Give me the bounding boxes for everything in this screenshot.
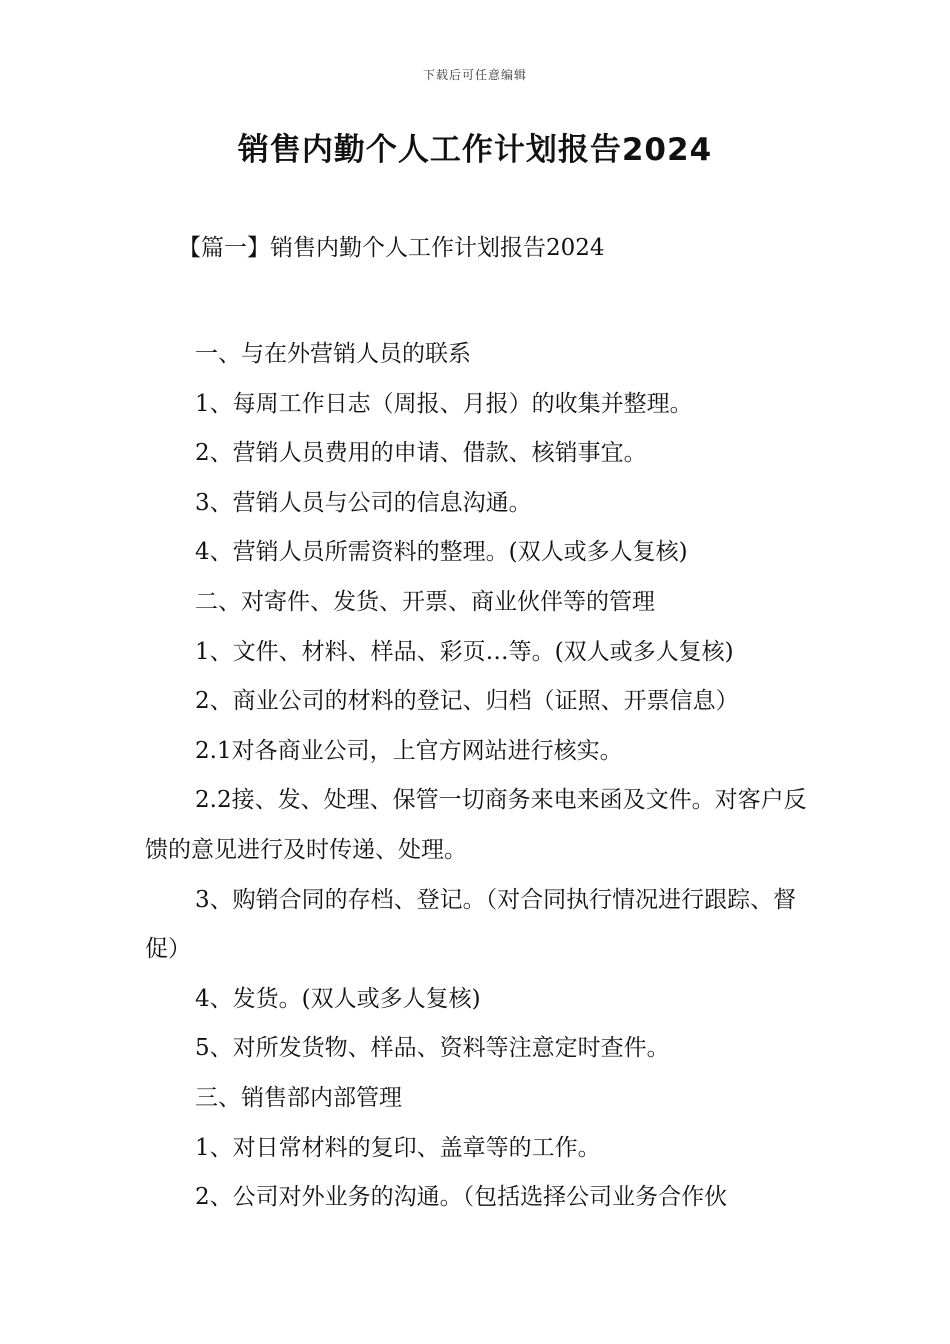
paragraph: 4、营销人员所需资料的整理。(双人或多人复核) <box>195 539 688 566</box>
paragraph: 2.2接、发、处理、保管一切商务来电来函及文件。对客户反馈的意见进行及时传递、处理。 <box>145 787 807 863</box>
paragraph: 一、与在外营销人员的联系 <box>195 341 471 367</box>
body-text <box>145 330 810 1223</box>
paragraph: 2、商业公司的材料的登记、归档（证照、开票信息） <box>195 688 739 715</box>
paragraph: 1、文件、材料、样品、彩页…等。(双人或多人复核) <box>195 638 734 665</box>
section-heading: 【篇一】销售内勤个人工作计划报告2024 <box>178 235 605 261</box>
paragraph: 2、公司对外业务的沟通。（包括选择公司业务合作伙 <box>195 1184 728 1211</box>
document-title: 销售内勤个人工作计划报告2024 <box>237 132 713 168</box>
paragraph: 2、营销人员费用的申请、借款、核销事宜。 <box>195 440 647 467</box>
paragraph: 5、对所发货物、样品、资料等注意定时查件。 <box>195 1035 670 1062</box>
paragraph: 2.1对各商业公司，上官方网站进行核实。 <box>195 737 623 764</box>
paragraph: 三、销售部内部管理 <box>195 1084 402 1111</box>
paragraph: 1、对日常材料的复印、盖章等的工作。 <box>195 1134 601 1161</box>
paragraph: 3、营销人员与公司的信息沟通。 <box>195 489 532 516</box>
paragraph: 3、购销合同的存档、登记。（对合同执行情况进行跟踪、督促） <box>145 886 797 963</box>
paragraph: 4、发货。(双人或多人复核) <box>195 985 481 1012</box>
header-note: 下载后可任意编辑 <box>422 68 527 82</box>
paragraph: 1、每周工作日志（周报、月报）的收集并整理。 <box>195 390 693 417</box>
paragraph: 二、对寄件、发货、开票、商业伙伴等的管理 <box>195 588 655 615</box>
